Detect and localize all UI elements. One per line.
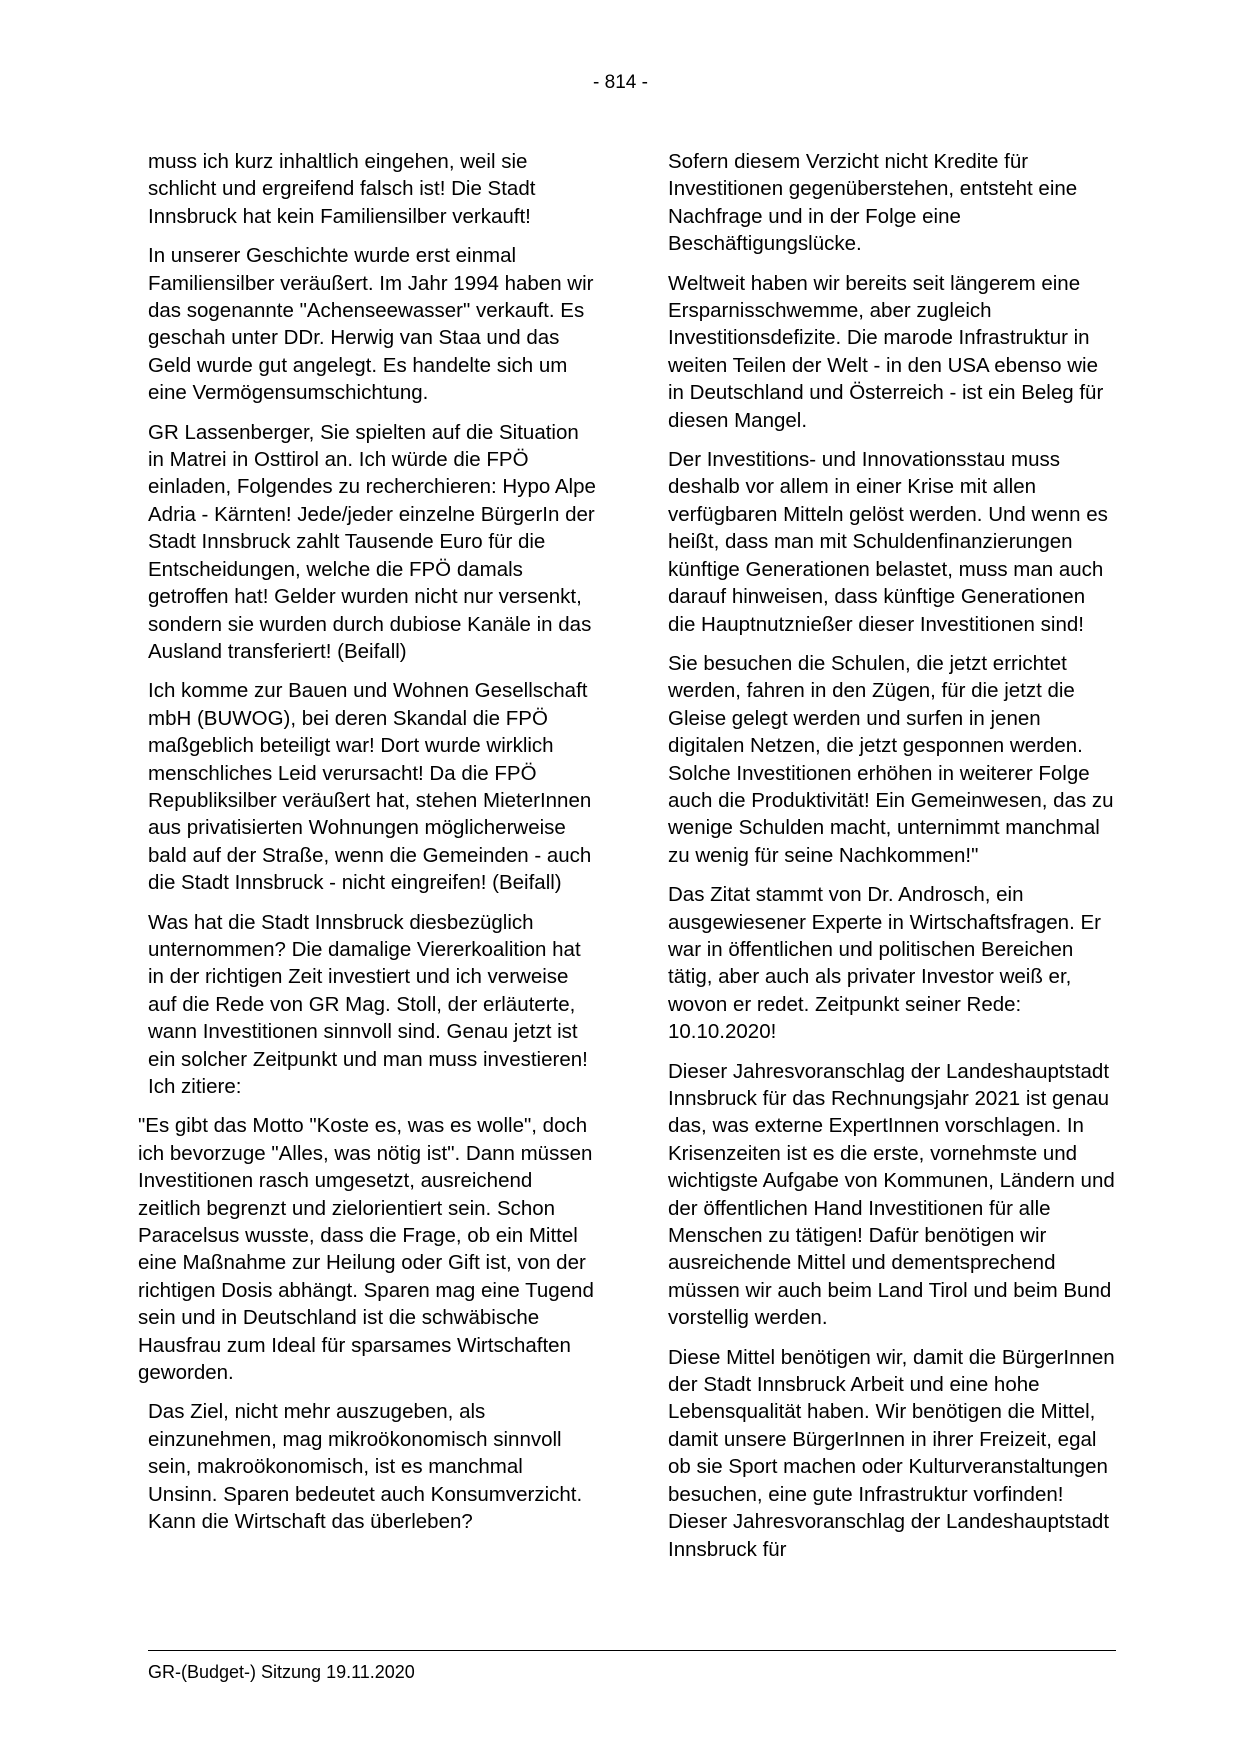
footer-divider [148, 1650, 1116, 1651]
paragraph: Sie besuchen die Schulen, die jetzt errichtet werden, fahren in den Zügen, für die jetzt die Gleise gelegt werden und surfen in jenen digitalen Netzen, die jetzt gesponnen werden. Solche Investitionen erhöhen in weiterer Folge auch die Produktivität! Ein Gemeinwesen, das zu wenige Schulden macht, unternimmt manchmal zu wenig für seine Nachkommen!" [668, 651, 1114, 867]
paragraph: Sofern diesem Verzicht nicht Kredite für Investitionen gegenüberstehen, entsteht eine Nachfrage und in der Folge eine Beschäftigungslücke. [668, 150, 1078, 256]
paragraph: Dieser Jahresvoranschlag der Landeshauptstadt Innsbruck für das Rechnungsjahr 2021 ist genau das, was externe ExpertInnen vorschlagen. In Krisenzeiten ist es die erste, vornehmste und wichtigste Aufgabe von Kommunen, Ländern und der öffentlichen Hand Investitionen für alle Menschen zu tätigen! Dafür benötigen wir ausreichende Mittel und dementsprechend müssen wir auch beim Land Tirol und beim Bund vorstellig werden. [668, 1059, 1115, 1330]
left-column [138, 148, 596, 1548]
paragraph: Das Zitat stammt von Dr. Androsch, ein ausgewiesener Experte in Wirtschaftsfragen. Er war in öffentlichen und politischen Bereichen tätig, aber auch als privater Investor weiß er, wovon er redet. Zeitpunkt seiner Rede: 10.10.2020! [668, 883, 1101, 1044]
paragraph: In unserer Geschichte wurde erst einmal Familiensilber veräußert. Im Jahr 1994 haben wir das sogenannte "Achenseewasser" verkauft. Es geschah unter DDr. Herwig van Staa und das Geld wurde gut angelegt. Es handelte sich um eine Vermögensumschichtung. [148, 244, 594, 405]
footer-text: GR-(Budget-) Sitzung 19.11.2020 [148, 1662, 415, 1682]
right-column [668, 148, 1116, 1575]
paragraph: GR Lassenberger, Sie spielten auf die Situation in Matrei in Osttirol an. Ich würde die FPÖ einladen, Folgendes zu recherchieren: Hypo Alpe Adria - Kärnten! Jede/jeder einzelne BürgerIn der Stadt Innsbruck zahlt Tausende Euro für die Entscheidungen, welche die FPÖ damals getroffen hat! Gelder wurden nicht nur versenkt, sondern sie wurden durch dubiose Kanäle in das Ausland transferiert! (Beifall) [148, 420, 596, 663]
paragraph: Ich komme zur Bauen und Wohnen Gesellschaft mbH (BUWOG), bei deren Skandal die FPÖ maßgeblich beteiligt war! Dort wurde wirklich menschliches Leid verursacht! Da die FPÖ Republiksilber veräußert hat, stehen MieterInnen aus privatisierten Wohnungen möglicherweise bald auf der Straße, wenn die Gemeinden - auch die Stadt Innsbruck - nicht eingreifen! (Beifall) [148, 679, 592, 895]
paragraph: muss ich kurz inhaltlich eingehen, weil sie schlicht und ergreifend falsch ist! Die Stadt Innsbruck hat kein Familiensilber verkauft! [148, 150, 536, 228]
paragraph: Das Ziel, nicht mehr auszugeben, als einzunehmen, mag mikroökonomisch sinnvoll sein, makroökonomisch, ist es manchmal Unsinn. Sparen bedeutet auch Konsumverzicht. Kann die Wirtschaft das überleben? [148, 1400, 583, 1534]
paragraph: Diese Mittel benötigen wir, damit die BürgerInnen der Stadt Innsbruck Arbeit und eine hohe Lebensqualität haben. Wir benötigen die Mittel, damit unsere BürgerInnen in ihrer Freizeit, egal ob sie Sport machen oder Kulturveranstaltungen besuchen, eine gute Infrastruktur vorfinden! Dieser Jahresvoranschlag der Landeshauptstadt Innsbruck für [668, 1345, 1115, 1561]
quote-paragraph: "Es gibt das Motto "Koste es, was es wolle", doch ich bevorzuge "Alles, was nötig ist". Dann müssen Investitionen rasch umgesetzt, ausreichend zeitlich begrenzt und zielorientiert sein. Schon Paracelsus wusste, dass die Frage, ob ein Mittel eine Maßnahme zur Heilung oder Gift ist, von der richtigen Dosis abhängt. Sparen mag eine Tugend sein und in Deutschland ist die schwäbische Hausfrau zum Ideal für sparsames Wirtschaften geworden. [138, 1114, 594, 1385]
paragraph: Weltweit haben wir bereits seit längerem eine Ersparnisschwemme, aber zugleich Investitionsdefizite. Die marode Infrastruktur in weiten Teilen der Welt - in den USA ebenso wie in Deutschland und Österreich - ist ein Beleg für diesen Mangel. [668, 271, 1104, 432]
paragraph: Was hat die Stadt Innsbruck diesbezüglich unternommen? Die damalige Viererkoalition hat in der richtigen Zeit investiert und ich verweise auf die Rede von GR Mag. Stoll, der erläuterte, wann Investitionen sinnvoll sind. Genau jetzt ist ein solcher Zeitpunkt und man muss investieren! Ich zitiere: [148, 910, 588, 1098]
page-number: - 814 - [593, 72, 648, 93]
paragraph: Der Investitions- und Innovationsstau muss deshalb vor allem in einer Krise mit allen verfügbaren Mitteln gelöst werden. Und wenn es heißt, dass man mit Schuldenfinanzierungen künftige Generationen belastet, muss man auch darauf hinweisen, dass künftige Generationen die Hauptnutznießer dieser Investitionen sind! [668, 448, 1108, 636]
